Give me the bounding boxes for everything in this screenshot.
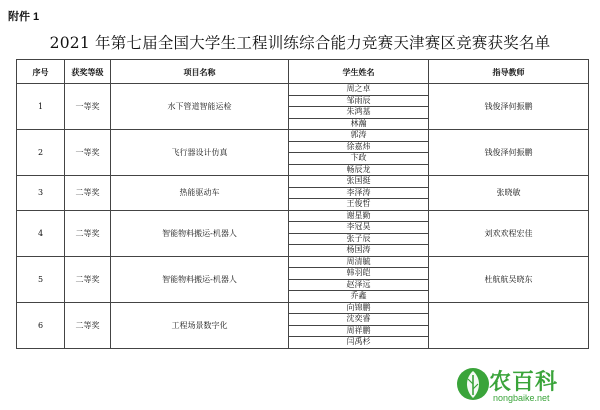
student-name-cell: 杨国涛 [289,245,429,257]
award-table [16,59,589,349]
student-name-cell: 周之卓 [289,84,429,96]
header-students: 学生姓名 [289,60,429,84]
student-name-cell: 畅辰龙 [289,164,429,176]
header-advisor: 指导教师 [429,60,589,84]
level-cell: 二等奖 [65,176,111,211]
table-row [17,210,589,222]
student-name-cell: 谢星勤 [289,210,429,222]
level-cell: 一等奖 [65,84,111,130]
student-name-cell: 王俊哲 [289,199,429,211]
header-row [17,60,589,84]
project-cell: 智能物料搬运-机器人 [111,256,289,302]
student-name-cell: 沈奕睿 [289,314,429,326]
table-row [17,302,589,314]
page-title: 2021 年第七届全国大学生工程训练综合能力竞赛天津赛区竞赛获奖名单 [49,34,551,52]
seq-cell: 5 [17,256,65,302]
table-row [17,84,589,96]
advisor-cell: 刘欢欢程宏佳 [429,210,589,256]
header-seq: 序号 [17,60,65,84]
watermark-url: nongbaike.net [493,393,550,403]
student-name-cell: 徐嘉炜 [289,141,429,153]
table-row [17,256,589,268]
student-name-cell: 郭涛 [289,130,429,142]
header-level: 获奖等级 [65,60,111,84]
project-cell: 水下管道智能运检 [111,84,289,130]
project-cell: 飞行器设计仿真 [111,130,289,176]
header-project: 项目名称 [111,60,289,84]
student-name-cell: 闫禹杉 [289,337,429,349]
level-cell: 二等奖 [65,256,111,302]
student-name-cell: 向锦鹏 [289,302,429,314]
project-cell: 热能驱动车 [111,176,289,211]
seq-cell: 2 [17,130,65,176]
advisor-cell: 张晓敏 [429,176,589,211]
student-name-cell: 林瀚 [289,118,429,130]
project-cell: 智能物料搬运-机器人 [111,210,289,256]
student-name-cell: 李泽涛 [289,187,429,199]
student-name-cell: 赵泽远 [289,279,429,291]
attachment-label: 附件 1 [8,11,40,23]
leaf-logo-icon [455,362,491,406]
student-name-cell: 张国挺 [289,176,429,188]
watermark-brand: 农百科 [489,369,559,394]
level-cell: 一等奖 [65,130,111,176]
student-name-cell: 张子辰 [289,233,429,245]
seq-cell: 1 [17,84,65,130]
advisor-cell [429,302,589,348]
student-name-cell: 卞政 [289,153,429,165]
table-header [17,60,589,84]
student-name-cell: 李冠昊 [289,222,429,234]
project-cell: 工程场景数字化 [111,302,289,348]
student-name-cell: 朱鸿基 [289,107,429,119]
student-name-cell: 邹雨辰 [289,95,429,107]
student-name-cell: 周清毓 [289,256,429,268]
seq-cell: 3 [17,176,65,211]
student-name-cell: 乔鑫 [289,291,429,303]
seq-cell: 4 [17,210,65,256]
table-row [17,130,589,142]
table-row [17,176,589,188]
level-cell: 二等奖 [65,210,111,256]
student-name-cell: 韩羽皑 [289,268,429,280]
advisor-cell: 钱俊泽何振鹏 [429,84,589,130]
watermark [455,362,595,407]
level-cell: 二等奖 [65,302,111,348]
student-name-cell: 周祥鹏 [289,325,429,337]
table-body [17,84,589,349]
advisor-cell: 钱俊泽何振鹏 [429,130,589,176]
seq-cell: 6 [17,302,65,348]
advisor-cell: 杜航航吴晓东 [429,256,589,302]
